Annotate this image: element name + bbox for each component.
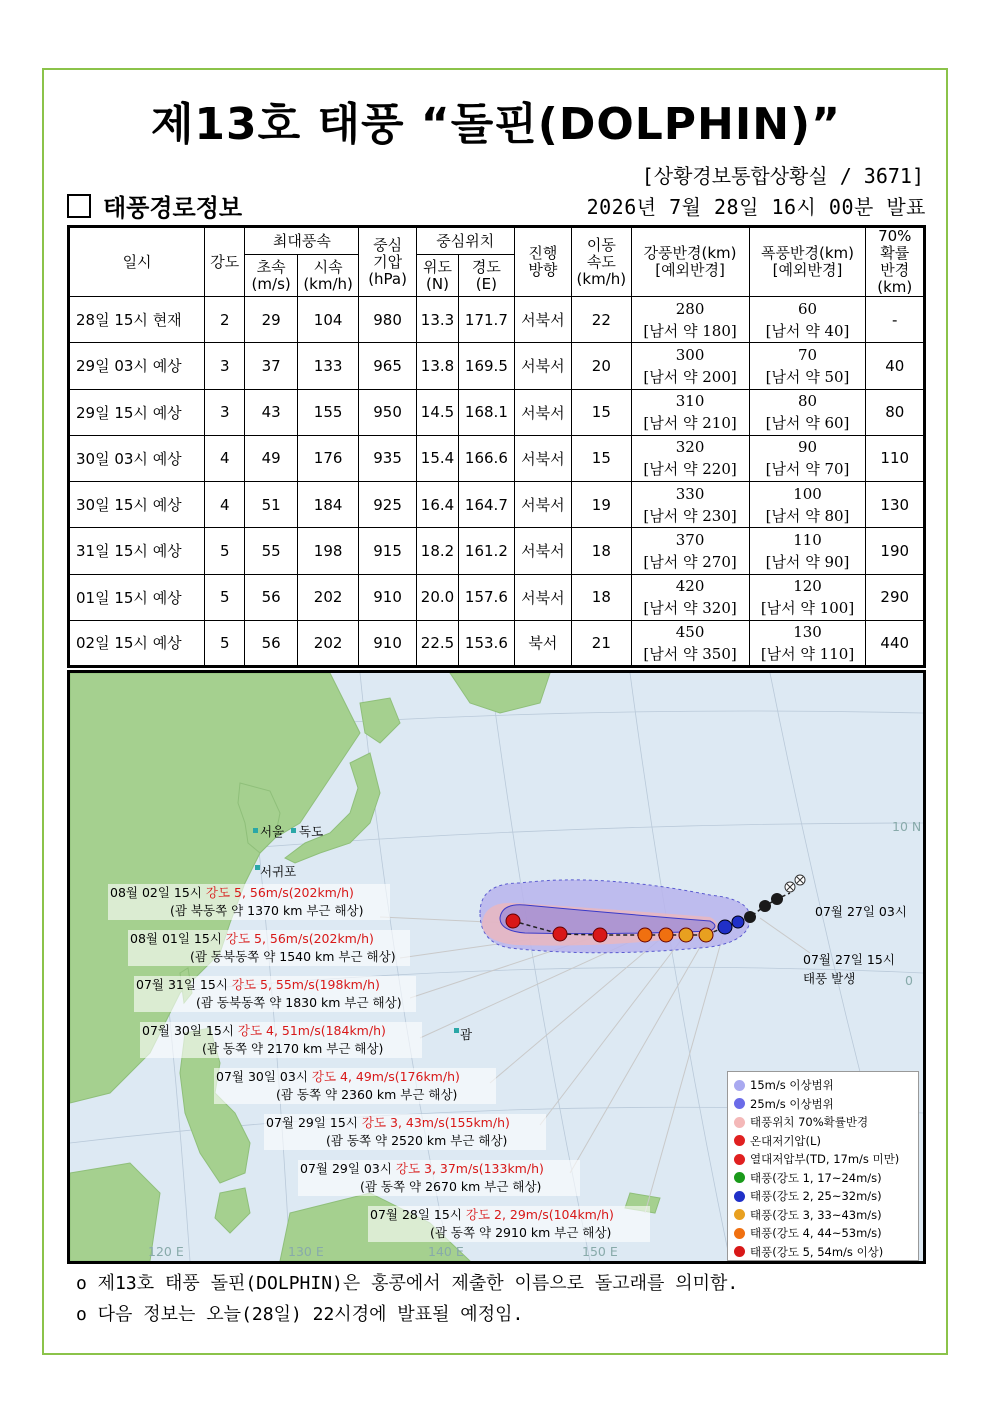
cell-direction: 서북서 — [514, 435, 571, 481]
legend-item — [734, 1187, 912, 1206]
cell-direction: 서북서 — [514, 389, 571, 435]
axis-lat-10: 10 N — [892, 819, 922, 834]
cell-wind-ms: 37 — [245, 343, 297, 389]
cell-storm-radius-exception: [남서 약 50] — [765, 367, 850, 386]
callout-title — [136, 977, 380, 992]
legend-swatch-icon — [734, 1080, 745, 1091]
legend-swatch-icon — [734, 1135, 745, 1146]
legend-label: 태풍(강도 1, 17~24m/s) — [750, 1170, 882, 1185]
cell-strong-radius-exception: [남서 약 320] — [643, 599, 737, 618]
cell-wind-kmh: 184 — [297, 482, 359, 528]
cell-datetime: 02일 15시 예상 — [69, 620, 205, 666]
callout-location: (괌 동북동쪽 약 1540 km 부근 해상) — [190, 949, 396, 964]
cell-lat: 16.4 — [416, 482, 458, 528]
legend-label: 태풍(강도 4, 44~53m/s) — [750, 1226, 882, 1241]
header-pressure: 중심 기압 (hPa) — [359, 227, 416, 297]
cell-storm-radius-exception: [남서 약 100] — [760, 599, 855, 618]
marker-0730-15 — [638, 928, 652, 942]
cell-datetime: 29일 15시 예상 — [69, 389, 205, 435]
cell-wind-ms: 49 — [245, 435, 297, 481]
callout-location: (괌 북동쪽 약 1370 km 부근 해상) — [170, 903, 364, 918]
issuer-label: [상황경보통합상황실 / 3671] — [641, 164, 924, 188]
table-row — [69, 435, 925, 481]
place-seogwipo: 서귀포 — [260, 864, 297, 879]
legend-label: 15m/s 이상범위 — [750, 1078, 834, 1093]
cell-wind-kmh: 104 — [297, 297, 359, 343]
cell-pressure: 915 — [359, 528, 416, 574]
cell-strong-radius-value: 330 — [675, 484, 705, 503]
cell-strong-radius-exception: [남서 약 210] — [643, 414, 737, 433]
cell-strong-radius-exception: [남서 약 270] — [643, 552, 737, 571]
cell-wind-ms: 56 — [245, 574, 297, 620]
cell-lat: 15.4 — [416, 435, 458, 481]
callout-location: (괌 동쪽 약 2520 km 부근 해상) — [326, 1133, 508, 1148]
cell-lon: 171.7 — [459, 297, 514, 343]
legend-item — [734, 1224, 912, 1243]
cell-strong-radius — [631, 574, 749, 620]
legend-swatch-icon — [734, 1228, 745, 1239]
cell-prob-radius: 40 — [866, 343, 925, 389]
cell-datetime: 01일 15시 예상 — [69, 574, 205, 620]
cell-speed: 20 — [572, 343, 631, 389]
cell-speed: 15 — [572, 389, 631, 435]
cell-wind-ms: 29 — [245, 297, 297, 343]
callout-title — [130, 931, 374, 946]
place-guam: 괌 — [460, 1027, 473, 1042]
cell-storm-radius-exception: [남서 약 90] — [765, 552, 850, 571]
note-2: o 다음 정보는 오늘(28일) 22시경에 발표될 예정임. — [76, 1304, 524, 1325]
cell-storm-radius-value: 70 — [797, 345, 818, 364]
callout-title — [142, 1023, 386, 1038]
notes — [76, 1268, 738, 1330]
callout-strength: 강도 2, 29m/s(104km/h) — [465, 1207, 614, 1222]
cell-strong-radius-exception: [남서 약 230] — [643, 506, 737, 525]
cell-lat: 22.5 — [416, 620, 458, 666]
cell-speed: 19 — [572, 482, 631, 528]
cell-datetime: 30일 15시 예상 — [69, 482, 205, 528]
legend-swatch-icon — [734, 1117, 745, 1128]
header-speed: 이동 속도 (km/h) — [572, 227, 631, 297]
cell-prob-radius: 190 — [866, 528, 925, 574]
cell-direction: 서북서 — [514, 574, 571, 620]
checkbox-icon — [67, 194, 91, 218]
axis-lon-130: 130 E — [288, 1244, 324, 1259]
cell-lat: 13.3 — [416, 297, 458, 343]
legend-item — [734, 1206, 912, 1225]
header-wind-kmh: 시속 (km/h) — [297, 255, 359, 297]
cell-strong-radius-value: 320 — [675, 438, 705, 457]
callout-location: (괌 동쪽 약 2670 km 부근 해상) — [360, 1179, 542, 1194]
cell-lat: 14.5 — [416, 389, 458, 435]
header-lat: 위도 (N) — [416, 255, 458, 297]
cell-storm-radius — [749, 343, 866, 389]
callout-time: 07월 30일 03시 — [216, 1069, 312, 1084]
table-row — [69, 389, 925, 435]
cell-storm-radius-exception: [남서 약 110] — [760, 644, 855, 663]
cell-storm-radius — [749, 389, 866, 435]
typhoon-track-table — [67, 225, 926, 668]
marker-0731 — [593, 928, 607, 942]
table-row — [69, 528, 925, 574]
cell-prob-radius: 440 — [866, 620, 925, 666]
cell-wind-kmh: 202 — [297, 620, 359, 666]
cell-datetime: 29일 03시 예상 — [69, 343, 205, 389]
callout-title — [216, 1069, 460, 1084]
cell-lat: 13.8 — [416, 343, 458, 389]
cell-direction: 서북서 — [514, 297, 571, 343]
cell-strong-radius-exception: [남서 약 220] — [643, 460, 737, 479]
page-title: 제13호 태풍 “돌핀(DOLPHIN)” — [150, 99, 842, 150]
legend-swatch-icon — [734, 1246, 745, 1257]
legend-label: 태풍위치 70%확률반경 — [750, 1115, 869, 1130]
cell-pressure: 925 — [359, 482, 416, 528]
cell-strong-radius — [631, 528, 749, 574]
callout-strength: 강도 4, 51m/s(184km/h) — [237, 1023, 386, 1038]
track-map — [67, 670, 926, 1264]
cell-strong-radius-value: 420 — [675, 577, 705, 596]
cell-direction: 서북서 — [514, 343, 571, 389]
cell-strong-radius-exception: [남서 약 200] — [643, 367, 737, 386]
cell-intensity: 4 — [205, 482, 245, 528]
formation-label-text: 태풍 발생 — [803, 971, 856, 986]
cell-pressure: 980 — [359, 297, 416, 343]
legend-item — [734, 1095, 912, 1114]
cell-storm-radius — [749, 574, 866, 620]
callout-location: (괌 동쪽 약 2170 km 부근 해상) — [202, 1041, 384, 1056]
callout-strength: 강도 3, 37m/s(133km/h) — [395, 1161, 544, 1176]
cell-storm-radius-exception: [남서 약 70] — [765, 460, 850, 479]
cell-strong-radius-value: 370 — [675, 530, 705, 549]
callout-title — [300, 1161, 544, 1176]
section-heading — [67, 188, 242, 223]
cell-wind-kmh: 133 — [297, 343, 359, 389]
cell-lon: 166.6 — [459, 435, 514, 481]
marker-0729-15 — [679, 928, 693, 942]
start-label: 07월 27일 03시 — [815, 904, 907, 919]
cell-storm-radius-value: 130 — [793, 622, 822, 641]
legend-swatch-icon — [734, 1209, 745, 1220]
cell-speed: 18 — [572, 574, 631, 620]
marker-past-2 — [744, 911, 756, 923]
cell-speed: 18 — [572, 528, 631, 574]
cell-strong-radius — [631, 620, 749, 666]
marker-0728-15 — [718, 920, 732, 934]
cell-datetime: 28일 15시 현재 — [69, 297, 205, 343]
cell-lon: 157.6 — [459, 574, 514, 620]
cell-strong-radius — [631, 435, 749, 481]
cell-storm-radius-exception: [남서 약 80] — [765, 506, 850, 525]
cell-strong-radius — [631, 389, 749, 435]
callout-location: (괌 동북동쪽 약 1830 km 부근 해상) — [196, 995, 402, 1010]
callout-time: 07월 31일 15시 — [136, 977, 232, 992]
axis-lon-150: 150 E — [582, 1244, 618, 1259]
header-datetime: 일시 — [69, 227, 205, 297]
cell-datetime: 31일 15시 예상 — [69, 528, 205, 574]
cell-direction: 서북서 — [514, 528, 571, 574]
table-row — [69, 343, 925, 389]
cell-lon: 168.1 — [459, 389, 514, 435]
cell-datetime: 30일 03시 예상 — [69, 435, 205, 481]
cell-strong-radius — [631, 343, 749, 389]
cell-prob-radius: 110 — [866, 435, 925, 481]
cell-storm-radius — [749, 482, 866, 528]
legend-label: 태풍(강도 5, 54m/s 이상) — [750, 1244, 884, 1259]
legend-item — [734, 1243, 912, 1262]
header-prob-radius: 70% 확률 반경 (km) — [866, 227, 925, 297]
cell-storm-radius-value: 60 — [797, 299, 818, 318]
callout-strength: 강도 5, 56m/s(202km/h) — [225, 931, 374, 946]
legend-item — [734, 1150, 912, 1169]
table-row — [69, 574, 925, 620]
legend-swatch-icon — [734, 1098, 745, 1109]
cell-storm-radius — [749, 528, 866, 574]
cell-storm-radius-value: 80 — [797, 392, 818, 411]
table-row — [69, 297, 925, 343]
cell-wind-ms: 55 — [245, 528, 297, 574]
legend-label: 태풍(강도 3, 33~43m/s) — [750, 1207, 882, 1222]
axis-lat-0: 0 — [905, 973, 913, 988]
cell-direction: 서북서 — [514, 482, 571, 528]
legend-item — [734, 1076, 912, 1095]
header-intensity: 강도 — [205, 227, 245, 297]
cell-storm-radius — [749, 435, 866, 481]
cell-lat: 18.2 — [416, 528, 458, 574]
cell-strong-radius — [631, 482, 749, 528]
marker-past-1 — [732, 916, 744, 928]
cell-pressure: 935 — [359, 435, 416, 481]
cell-pressure: 965 — [359, 343, 416, 389]
cell-storm-radius-value: 90 — [797, 438, 818, 457]
cell-speed: 22 — [572, 297, 631, 343]
cell-strong-radius-value: 280 — [675, 299, 705, 318]
header-direction: 진행 방향 — [514, 227, 571, 297]
legend-swatch-icon — [734, 1191, 745, 1202]
header-storm-radius: 폭풍반경(km) [예외반경] — [749, 227, 866, 297]
section-title: 태풍경로정보 — [103, 194, 243, 222]
cell-pressure: 910 — [359, 620, 416, 666]
legend-label: 열대저압부(TD, 17m/s 미만) — [750, 1152, 900, 1167]
callout-location: (괌 동쪽 약 2910 km 부근 해상) — [430, 1225, 612, 1240]
place-seoul: 서울 — [260, 824, 285, 839]
cell-strong-radius — [631, 297, 749, 343]
cell-intensity: 4 — [205, 435, 245, 481]
callout-time: 07월 29일 03시 — [300, 1161, 396, 1176]
cell-storm-radius-exception: [남서 약 40] — [765, 321, 850, 340]
callout-strength: 강도 5, 56m/s(202km/h) — [205, 885, 354, 900]
legend-label: 25m/s 이상범위 — [750, 1096, 834, 1111]
callout-time: 07월 29일 15시 — [266, 1115, 362, 1130]
cell-lon: 153.6 — [459, 620, 514, 666]
cell-intensity: 5 — [205, 528, 245, 574]
cell-prob-radius: 80 — [866, 389, 925, 435]
callout-strength: 강도 4, 49m/s(176km/h) — [311, 1069, 460, 1084]
header-wind-ms: 초속 (m/s) — [245, 255, 297, 297]
legend-label: 태풍(강도 2, 25~32m/s) — [750, 1189, 882, 1204]
place-dokdo: 독도 — [299, 824, 324, 839]
cell-prob-radius: 290 — [866, 574, 925, 620]
cell-storm-radius-value: 120 — [793, 577, 822, 596]
legend-item — [734, 1113, 912, 1132]
callout-title — [110, 885, 354, 900]
cell-lon: 161.2 — [459, 528, 514, 574]
cell-prob-radius: 130 — [866, 482, 925, 528]
marker-past-4 — [771, 893, 783, 905]
cell-pressure: 910 — [359, 574, 416, 620]
table-row — [69, 482, 925, 528]
cell-wind-kmh: 202 — [297, 574, 359, 620]
cell-lat: 20.0 — [416, 574, 458, 620]
cell-wind-kmh: 198 — [297, 528, 359, 574]
cell-intensity: 5 — [205, 620, 245, 666]
table-row — [69, 620, 925, 666]
cell-strong-radius-value: 300 — [675, 345, 705, 364]
marker-past-3 — [759, 900, 771, 912]
cell-pressure: 950 — [359, 389, 416, 435]
header-center-position: 중심위치 — [416, 227, 514, 255]
formation-label-time: 07월 27일 15시 — [803, 952, 895, 967]
callout-time: 07월 30일 15시 — [142, 1023, 238, 1038]
callout-time: 08월 02일 15시 — [110, 885, 206, 900]
cell-storm-radius — [749, 620, 866, 666]
marker-0730-03 — [659, 928, 673, 942]
marker-0801 — [553, 927, 567, 941]
axis-lon-120: 120 E — [148, 1244, 184, 1259]
issued-time: 2026년 7월 28일 16시 00분 발표 — [586, 195, 926, 219]
callout-time: 08월 01일 15시 — [130, 931, 226, 946]
header-lon: 경도 (E) — [459, 255, 514, 297]
axis-lon-140: 140 E — [428, 1244, 464, 1259]
cell-prob-radius: - — [866, 297, 925, 343]
header-max-wind: 최대풍속 — [245, 227, 359, 255]
legend-swatch-icon — [734, 1172, 745, 1183]
cell-strong-radius-exception: [남서 약 350] — [643, 644, 737, 663]
cell-strong-radius-exception: [남서 약 180] — [643, 321, 737, 340]
cell-direction: 북서 — [514, 620, 571, 666]
cell-speed: 21 — [572, 620, 631, 666]
cell-storm-radius — [749, 297, 866, 343]
marker-0802 — [506, 914, 520, 928]
legend-item — [734, 1169, 912, 1188]
cell-wind-ms: 43 — [245, 389, 297, 435]
cell-storm-radius-value: 100 — [793, 484, 822, 503]
legend-item — [734, 1132, 912, 1151]
cell-intensity: 3 — [205, 389, 245, 435]
callout-strength: 강도 3, 43m/s(155km/h) — [361, 1115, 510, 1130]
map-legend — [727, 1071, 919, 1261]
cell-wind-kmh: 176 — [297, 435, 359, 481]
cell-storm-radius-value: 110 — [793, 530, 822, 549]
callout-strength: 강도 5, 55m/s(198km/h) — [231, 977, 380, 992]
cell-wind-kmh: 155 — [297, 389, 359, 435]
legend-label: 온대저기압(L) — [750, 1133, 821, 1148]
cell-wind-ms: 51 — [245, 482, 297, 528]
callout-time: 07월 28일 15시 — [370, 1207, 466, 1222]
callout-title — [266, 1115, 510, 1130]
callout-title — [370, 1207, 614, 1222]
header-strong-radius: 강풍반경(km) [예외반경] — [631, 227, 749, 297]
cell-intensity: 5 — [205, 574, 245, 620]
note-1: o 제13호 태풍 돌핀(DOLPHIN)은 홍콩에서 제출한 이름으로 돌고래를 의미함. — [76, 1273, 739, 1294]
cell-intensity: 2 — [205, 297, 245, 343]
legend-swatch-icon — [734, 1154, 745, 1165]
cell-wind-ms: 56 — [245, 620, 297, 666]
cell-speed: 15 — [572, 435, 631, 481]
callout-location: (괌 동쪽 약 2360 km 부근 해상) — [276, 1087, 458, 1102]
cell-strong-radius-value: 310 — [675, 392, 705, 411]
cell-strong-radius-value: 450 — [675, 622, 705, 641]
cell-intensity: 3 — [205, 343, 245, 389]
cell-lon: 169.5 — [459, 343, 514, 389]
marker-0729-03 — [699, 928, 713, 942]
cell-lon: 164.7 — [459, 482, 514, 528]
cell-storm-radius-exception: [남서 약 60] — [765, 414, 850, 433]
